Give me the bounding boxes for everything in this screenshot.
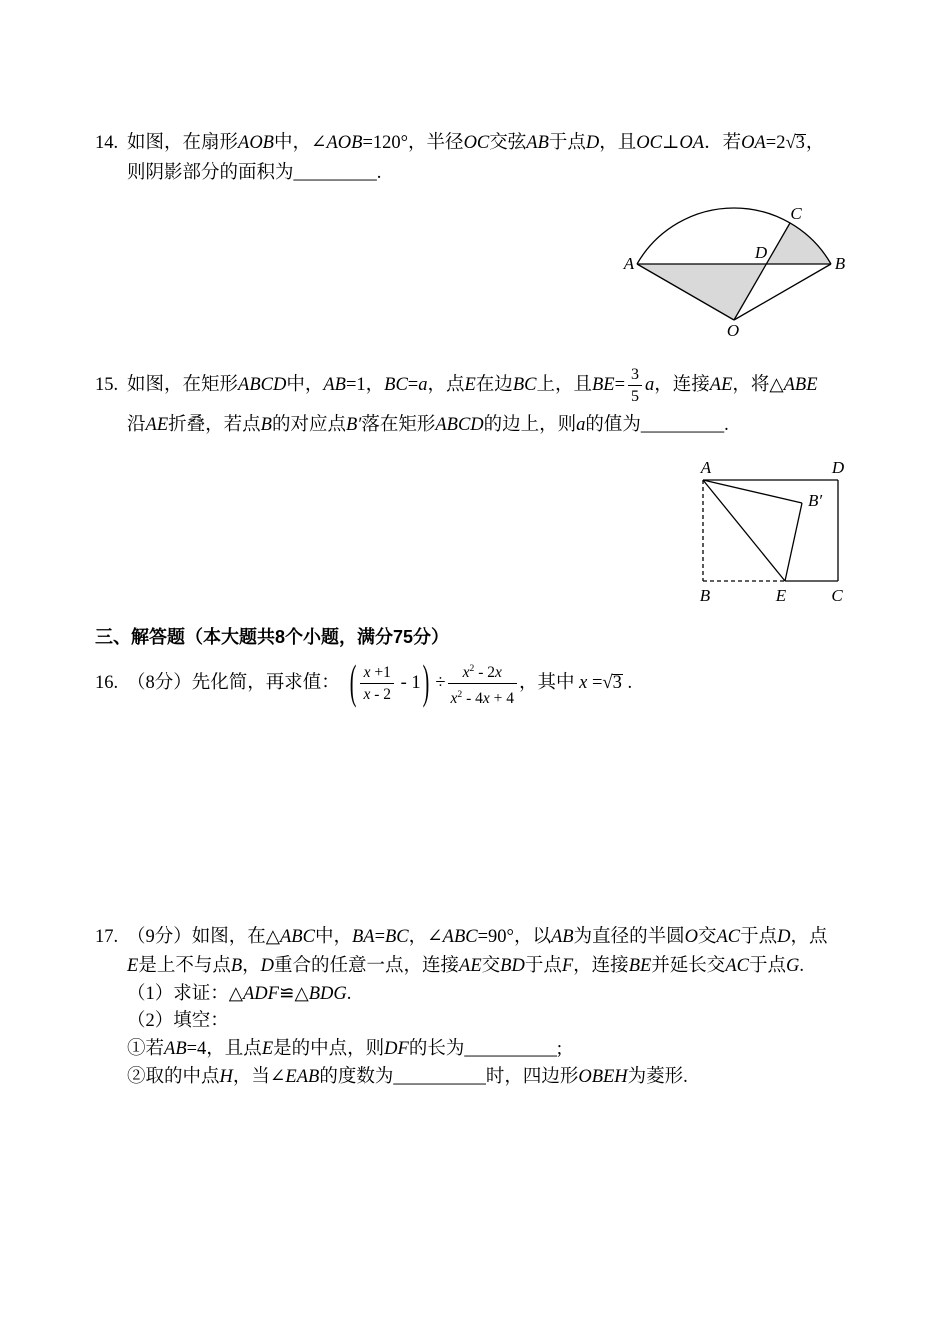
math-variable: AC — [725, 956, 749, 976]
math-variable: AB — [323, 375, 346, 395]
question-number-17: 17. — [95, 927, 119, 947]
math-variable: AE — [709, 375, 733, 395]
text-run: ．若 — [704, 133, 742, 153]
point-label-d: D — [754, 243, 768, 262]
text-run: （2）填空： — [127, 1011, 229, 1031]
math-variable: D — [585, 133, 600, 153]
text-run: 于点 — [548, 133, 586, 153]
math-variable: BA — [351, 927, 375, 947]
text-run: 的长为__________; — [408, 1039, 562, 1059]
text-run: - 2 — [370, 685, 391, 703]
text-run: ①若 — [127, 1039, 165, 1059]
math-variable: x — [450, 689, 458, 707]
fraction-1-denominator — [360, 684, 394, 705]
text-run: 于点 — [740, 927, 778, 947]
fraction-three-fifths — [628, 364, 642, 407]
text-run: 落在矩形 — [361, 415, 436, 435]
text-run: = — [374, 927, 385, 947]
text-run: - 4 — [462, 689, 483, 707]
text-run: 交 — [697, 927, 717, 947]
math-variable: OC — [463, 133, 490, 153]
math-variable: AB — [164, 1039, 187, 1059]
math-variable: DF — [384, 1039, 409, 1059]
math-variable: ABC — [442, 927, 478, 947]
text-run: ，当∠ — [232, 1067, 286, 1087]
point-label-a: A — [700, 458, 712, 477]
text-run: 折叠，若点 — [168, 415, 261, 435]
text-run: 中，∠ — [273, 133, 327, 153]
math-variable: OBEH — [578, 1067, 628, 1087]
text-run: （9分）如图，在△ — [127, 927, 280, 947]
text-run: . — [799, 956, 804, 976]
question-number-14: 14. — [95, 133, 119, 153]
right-parenthesis: ) — [422, 656, 430, 710]
q14-sector-figure — [605, 198, 865, 348]
text-run: ，且 — [599, 133, 637, 153]
math-variable: x — [363, 685, 371, 703]
text-run: 交 — [481, 956, 501, 976]
math-variable: D — [777, 927, 791, 947]
fraction-numerator: 3 — [628, 364, 642, 386]
text-run: =90°，以 — [477, 927, 551, 947]
math-variable: x — [579, 673, 588, 693]
q16-intro — [127, 671, 340, 695]
math-variable: AE — [459, 956, 482, 976]
q14-text-line-2 — [127, 161, 381, 185]
radicand: 3 — [795, 133, 805, 153]
text-run: - 2 — [474, 663, 495, 681]
text-run: = — [407, 375, 419, 395]
fold-line-ae — [703, 480, 785, 581]
fraction-2 — [448, 658, 518, 709]
text-run: ，连接 — [654, 375, 710, 395]
text-run: =4，且点 — [186, 1039, 262, 1059]
question-number-15: 15. — [95, 375, 119, 395]
divide-sign — [435, 671, 445, 695]
shaded-triangle-aod — [637, 264, 766, 320]
left-parenthesis: ( — [349, 656, 357, 710]
math-variable: F — [561, 956, 574, 976]
text-run: . — [346, 984, 352, 1004]
question-number-16: 16. — [95, 673, 119, 693]
point-label-e: E — [775, 586, 787, 605]
math-variable: ADF — [242, 984, 279, 1004]
exponent: 2 — [457, 688, 463, 700]
point-label-b: B — [699, 586, 711, 605]
text-run: + 4 — [489, 689, 514, 707]
text-run: . — [622, 673, 633, 693]
q15-text-line-1 — [127, 360, 818, 410]
math-variable: OC — [636, 133, 662, 153]
math-variable: AE — [145, 415, 169, 435]
text-run: 是的中点，则 — [273, 1039, 385, 1059]
math-variable: AOB — [238, 133, 274, 153]
text-run: （1）求证：△ — [127, 984, 243, 1004]
math-variable: ABC — [279, 927, 315, 947]
math-variable: BE — [628, 956, 652, 976]
math-variable: AB — [550, 927, 574, 947]
math-variable: AOB — [326, 133, 363, 153]
text-run: 中， — [314, 927, 352, 947]
text-run: ， — [805, 133, 825, 153]
text-run: 则阴影部分的面积为_________. — [127, 163, 382, 183]
text-run: =√ — [587, 673, 613, 693]
math-variable: O — [684, 927, 698, 947]
minus-one — [396, 671, 421, 695]
text-run: ，点 — [427, 375, 465, 395]
q15-line-1-before-fraction — [127, 373, 625, 397]
math-variable: B′ — [345, 415, 362, 435]
text-run: =2√ — [765, 133, 796, 153]
text-run: - 1 — [396, 673, 421, 693]
text-run: 的对应点 — [271, 415, 346, 435]
text-run: ，其中 — [519, 673, 580, 693]
fraction-denominator: 5 — [631, 387, 640, 405]
text-run: ，点 — [790, 927, 828, 947]
q17-part-1 — [127, 982, 351, 1006]
q16-condition — [519, 671, 632, 695]
text-run: 于点 — [748, 956, 786, 976]
math-variable: ABCD — [238, 375, 287, 395]
text-run: ÷ — [435, 673, 446, 693]
math-variable: OA — [741, 133, 766, 153]
q17-text-line-2 — [127, 954, 804, 978]
math-variable: AB — [526, 133, 549, 153]
text-run: ⊥ — [662, 133, 680, 153]
math-variable: AC — [716, 927, 741, 947]
q17-text-line-1 — [127, 925, 828, 949]
math-variable: BE — [591, 375, 615, 395]
text-run: 并延长交 — [651, 956, 726, 976]
point-label-b: B — [834, 254, 846, 273]
text-run: 如图，在矩形 — [127, 375, 239, 395]
math-variable: E — [127, 956, 139, 976]
text-run: +1 — [370, 663, 391, 681]
math-variable: G — [785, 956, 800, 976]
math-variable: BC — [512, 375, 537, 395]
text-run: ，∠ — [408, 927, 443, 947]
math-variable: B — [260, 415, 272, 435]
math-variable: ABCD — [435, 415, 484, 435]
text-run: ②取的中点 — [127, 1067, 220, 1087]
math-variable: x — [363, 663, 371, 681]
text-run: = — [614, 375, 626, 395]
fraction-1 — [360, 662, 394, 705]
point-label-b-prime: B′ — [807, 491, 823, 510]
q17-part-2-item-2 — [127, 1065, 688, 1089]
text-run: 于点 — [524, 956, 562, 976]
math-variable: E — [464, 375, 476, 395]
text-run: 是上不与点 — [138, 956, 231, 976]
text-run: 中， — [286, 375, 324, 395]
math-variable: x — [482, 689, 490, 707]
math-variable: BD — [500, 956, 525, 976]
q17-part-2-heading — [127, 1009, 229, 1033]
text-run: 如图，在扇形 — [127, 133, 239, 153]
fraction-1-numerator — [360, 662, 394, 684]
point-label-c: C — [831, 586, 843, 605]
q15-line-1-after-fraction — [645, 373, 818, 397]
text-run: =120°，半径 — [362, 133, 464, 153]
math-variable: a — [418, 375, 428, 395]
math-variable: EAB — [285, 1067, 320, 1087]
text-run: 重合的任意一点，连接 — [274, 956, 460, 976]
point-label-c: C — [790, 204, 802, 223]
math-variable: a — [576, 415, 586, 435]
text-run: 交弦 — [489, 133, 527, 153]
math-variable: a — [645, 375, 655, 395]
text-run: 上，且 — [536, 375, 592, 395]
text-run: 为直径的半圆 — [573, 927, 685, 947]
q15-text-line-2 — [127, 413, 729, 437]
math-variable: x — [462, 663, 470, 681]
text-run: ，连接 — [573, 956, 629, 976]
q15-rectangle-figure — [690, 455, 860, 610]
fraction-2-numerator — [448, 658, 518, 684]
text-run: 的边上，则 — [483, 415, 577, 435]
text-run: 沿 — [127, 415, 146, 435]
point-label-d: D — [831, 458, 845, 477]
fraction-2-denominator — [448, 684, 518, 709]
math-variable: D — [260, 956, 275, 976]
segment-ab-prime — [703, 480, 802, 503]
segment-b-prime-e — [785, 503, 802, 581]
q14-text-line-1 — [127, 131, 824, 155]
math-variable: ABE — [783, 375, 818, 395]
math-variable: H — [219, 1067, 233, 1087]
math-variable: E — [261, 1039, 274, 1059]
text-run: ， — [242, 956, 261, 976]
text-run: （8分）先化简，再求值： — [127, 673, 340, 693]
text-run: =1， — [345, 375, 385, 395]
text-run: ≌△ — [278, 984, 309, 1004]
radicand: 3 — [612, 673, 622, 693]
math-variable: BC — [385, 927, 409, 947]
text-run: 的值为_________. — [585, 415, 729, 435]
math-variable: BC — [384, 375, 408, 395]
math-variable: x — [494, 663, 502, 681]
text-run: ，将△ — [732, 375, 784, 395]
math-variable: OA — [679, 133, 705, 153]
text-run: 为菱形. — [627, 1067, 688, 1087]
q17-part-2-item-1 — [127, 1037, 562, 1061]
text-run: 的度数为__________时，四边形 — [319, 1067, 579, 1087]
text-run: 在边 — [475, 375, 513, 395]
q16-expression-line — [127, 658, 632, 708]
point-label-o: O — [726, 321, 740, 340]
math-variable: BDG — [308, 984, 347, 1004]
exponent: 2 — [469, 662, 475, 674]
point-label-a: A — [623, 254, 635, 273]
section-heading: 三、解答题（本大题共8个小题，满分75分） — [95, 627, 450, 647]
math-variable: B — [230, 956, 243, 976]
